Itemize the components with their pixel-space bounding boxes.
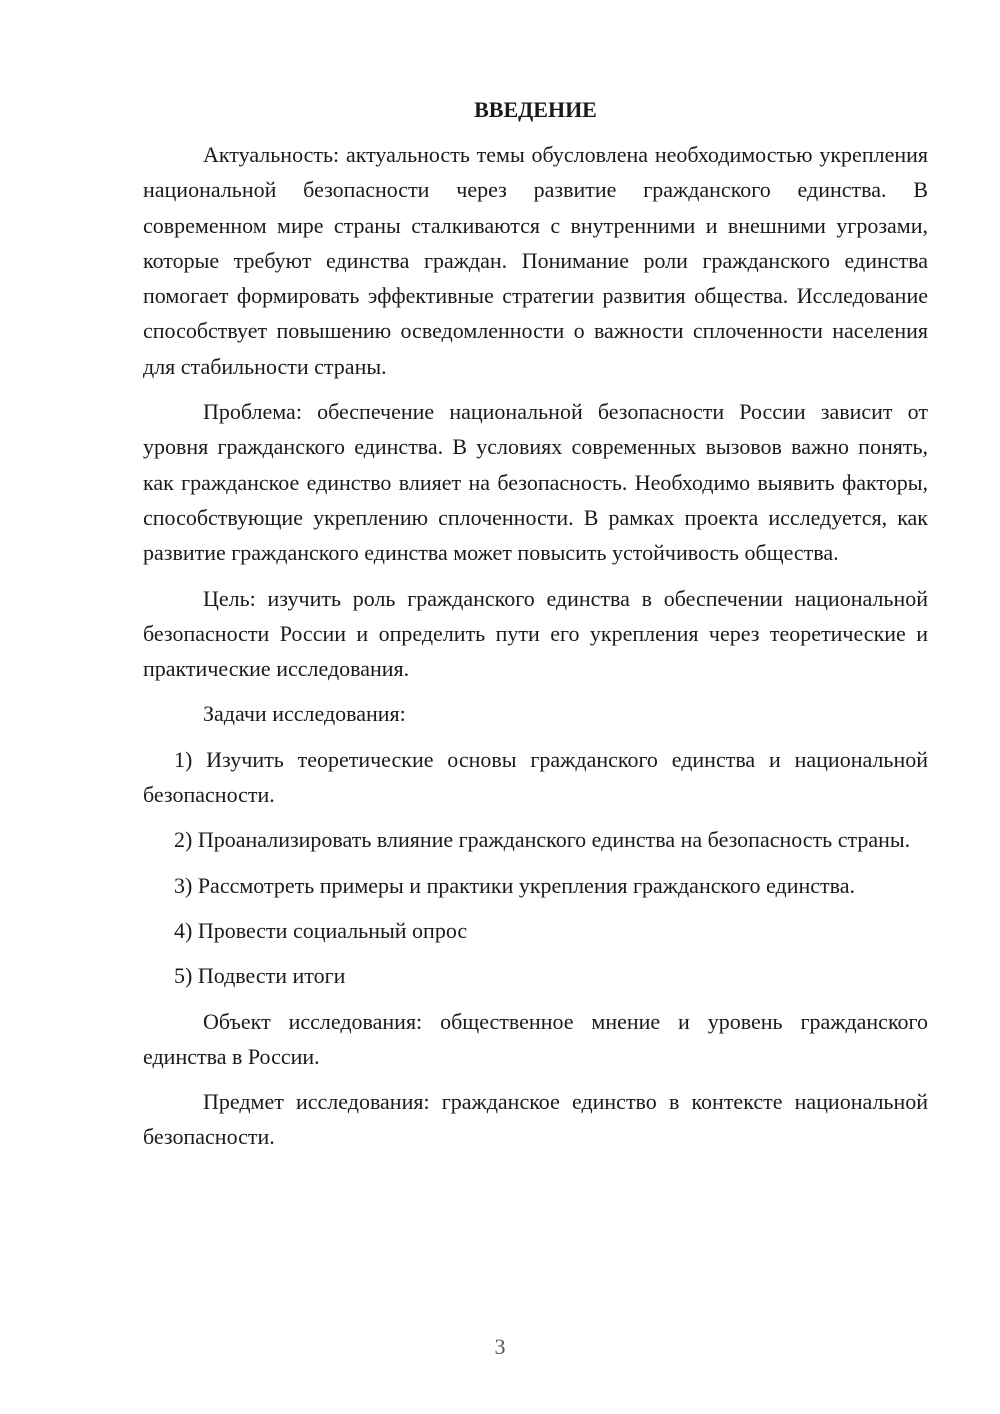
task-item-1: 1) Изучить теоретические основы гражданского единства и национальной безопасности. — [143, 746, 928, 808]
page-content — [143, 92, 928, 1165]
section-title: ВВЕДЕНИЕ — [474, 97, 597, 122]
paragraph-relevance: Актуальность: актуальность темы обусловлена необходимостью укрепления национальной безопасности через развитие гражданского единства. В современном мире страны сталкиваются с внутренними и внешними угрозами, которые требуют единства граждан. Понимание роли гражданского единства помогает формировать эффективные стратегии развития общества. Исследование способствует повышению осведомленности о важности сплоченности населения для стабильности страны. — [143, 142, 928, 379]
paragraph-goal: Цель: изучить роль гражданского единства в обеспечении национальной безопасности России и определить пути его укрепления через теоретические и практические исследования. — [143, 585, 928, 682]
task-item-2: 2) Проанализировать влияние гражданского единства на безопасность страны. — [174, 827, 911, 853]
task-item-3: 3) Рассмотреть примеры и практики укрепления гражданского единства. — [174, 872, 855, 898]
paragraph-problem: Проблема: обеспечение национальной безопасности России зависит от уровня гражданского единства. В условиях современных вызовов важно понять, как гражданское единство влияет на безопасность. Необходимо выявить факторы, способствующие укреплению сплоченности. В рамках проекта исследуется, как развитие гражданского единства может повысить устойчивость общества. — [143, 399, 928, 566]
paragraph-tasks-heading: Задачи исследования: — [203, 701, 406, 727]
page-number: 3 — [494, 1334, 506, 1359]
task-item-5: 5) Подвести итоги — [174, 963, 346, 989]
task-item-4: 4) Провести социальный опрос — [174, 917, 468, 943]
paragraph-subject: Предмет исследования: гражданское единство в контексте национальной безопасности. — [143, 1089, 928, 1150]
paragraph-object: Объект исследования: общественное мнение и уровень гражданского единства в России. — [143, 1008, 928, 1069]
